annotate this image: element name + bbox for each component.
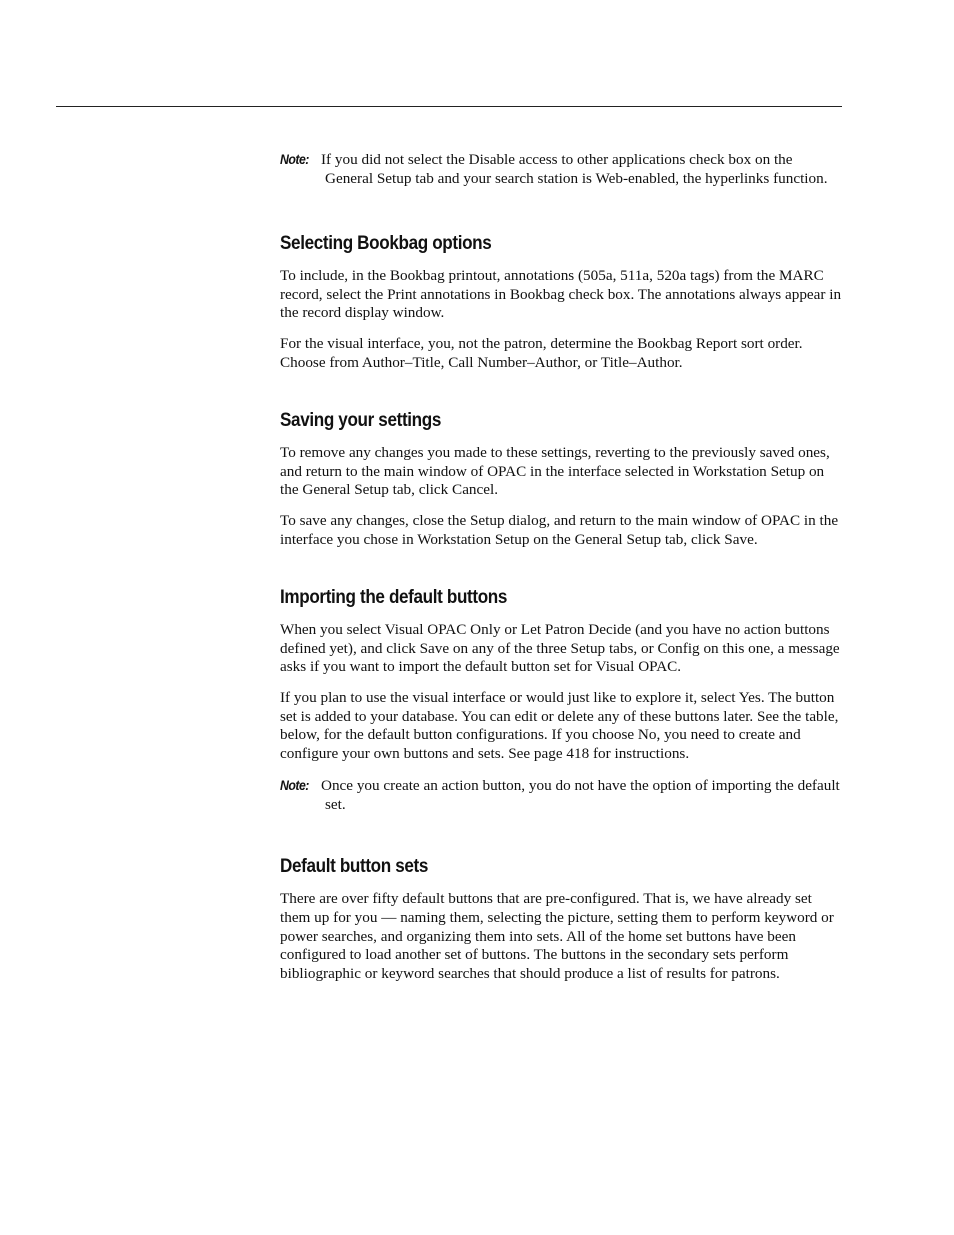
heading-importing-default-buttons: Importing the default buttons [280, 587, 508, 609]
note-label: Note: [280, 151, 309, 167]
paragraph-cancel-changes: To remove any changes you made to these settings, reverting to the previously saved ones, and return to the main window of OPAC in the interface selected in Workstation Setup on the General Setup tab, click Cancel. [280, 444, 830, 499]
paragraph-save-changes: To save any changes, close the Setup dialog, and return to the main window of OPAC in the interface you chose in Workstation Setup on the General Setup tab, click Save. [280, 511, 839, 548]
note-action-button [280, 776, 844, 814]
note-label: Note: [280, 777, 309, 794]
paragraph-bookbag-sort-order: For the visual interface, you, not the patron, determine the Bookbag Report sort order. Choose from Author–Title, Call Number–Author, or Title–Author. [280, 334, 803, 371]
header-rule [56, 106, 842, 107]
note-disable-access [280, 150, 844, 188]
heading-saving-your-settings: Saving your settings [280, 410, 441, 432]
page-content [280, 150, 844, 983]
heading-default-button-sets: Default button sets [280, 856, 429, 878]
note-text: If you did not select the Disable access to other applications check box on the General Setup tab and your search station is Web-enabled, the hyperlinks function. [321, 151, 828, 187]
paragraph-bookbag-annotations: To include, in the Bookbag printout, annotations (505a, 511a, 520a tags) from the MARC record, select the Print annotations in Bookbag check box. The annotations always appear in the record display window. [280, 267, 842, 322]
paragraph-import-prompt: When you select Visual OPAC Only or Let Patron Decide (and you have no action buttons defined yet), and click Save on any of the three Setup tabs, or Config on this one, a message asks if you want to import the default button set for Visual OPAC. [280, 621, 840, 676]
note-text: Once you create an action button, you do not have the option of importing the default set. [321, 777, 840, 813]
paragraph-import-yes-no: If you plan to use the visual interface or would just like to explore it, select Yes. The button set is added to your database. You can edit or delete any of these buttons later. See the table, below, for the default button configurations. If you choose No, you need to create and configure your own buttons and sets. See page 418 for instructions. [280, 688, 839, 762]
paragraph-default-buttons: There are over fifty default buttons that are pre-configured. That is, we have already set them up for you — naming them, selecting the picture, setting them to perform keyword or power searches, and organizing them into sets. All of the home set buttons have been configured to load another set of buttons. The buttons in the secondary sets perform bibliographic or keyword searches that should produce a list of results for patrons. [280, 890, 834, 982]
heading-selecting-bookbag-options: Selecting Bookbag options [280, 233, 492, 255]
